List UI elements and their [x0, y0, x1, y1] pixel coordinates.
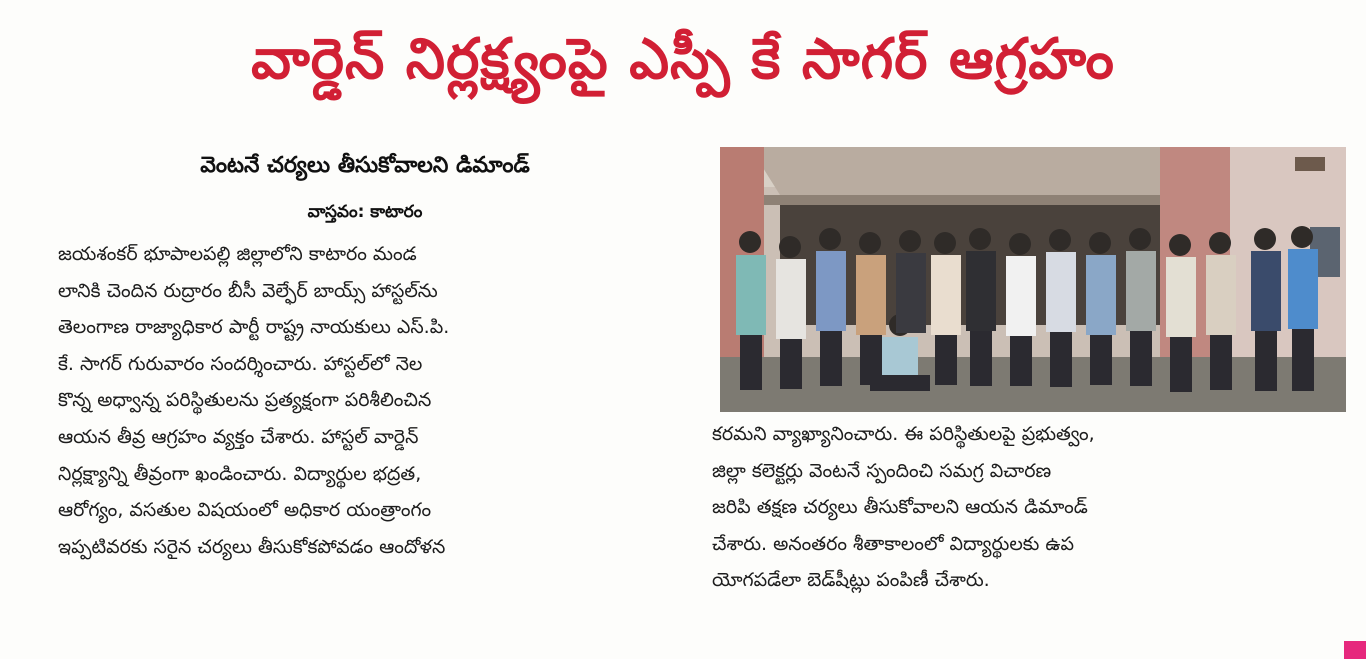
news-photo [720, 147, 1346, 412]
body-line: యోగపడేలా బెడ్‌షీట్లు పంపిణీ చేశారు. [712, 569, 990, 592]
body-line: జిల్లా కలెక్టర్లు వెంటనే స్పందించి సమగ్ర విచారణ [712, 459, 1052, 482]
body-line: చేశారు. అనంతరం శీతాకాలంలో విద్యార్థులకు ఉప [712, 532, 1075, 555]
body-line: ఆయన తీవ్ర ఆగ్రహం వ్యక్తం చేశారు. హాస్టల్ వార్డెన్ [58, 425, 419, 448]
page-edge-marker [1344, 641, 1366, 659]
subheadline: వెంటనే చర్యలు తీసుకోవాలని డిమాండ్ [200, 153, 530, 178]
body-line: లానికి చెందిన రుద్రారం బీసీ వెల్ఫేర్ బాయ్స్ హాస్టల్‌ను [58, 279, 438, 302]
dateline: వాస్తవం: కాటారం [307, 202, 423, 222]
body-line: జయశంకర్ భూపాలపల్లి జిల్లాలోని కాటారం మండ [58, 243, 417, 265]
article-body-right-column [712, 416, 1324, 599]
body-line: నిర్లక్ష్యాన్ని తీవ్రంగా ఖండించారు. విద్యార్థుల భద్రత, [58, 462, 422, 485]
body-line: తెలంగాణ రాజ్యాధికార పార్టీ రాష్ట్ర నాయకులు ఎస్.పి. [58, 316, 450, 339]
headline: వార్డెన్ నిర్లక్ష్యంపై ఎస్పీ కే సాగర్ ఆగ్రహం [251, 27, 1115, 92]
body-line: జరిపి తక్షణ చర్యలు తీసుకోవాలని ఆయన డిమాండ్ [712, 496, 1088, 519]
body-line: ఇప్పటివరకు సరైన చర్యలు తీసుకోకపోవడం ఆందోళన [58, 535, 446, 558]
article-body-left-column [58, 236, 688, 565]
body-line: కొన్న అధ్వాన్న పరిస్థితులను ప్రత్యక్షంగా పరిశీలించిన [58, 389, 432, 412]
body-line: కరమని వ్యాఖ్యానించారు. ఈ పరిస్థితులపై ప్రభుత్వం, [712, 423, 1095, 445]
body-line: కే. సాగర్ గురువారం సందర్శించారు. హాస్టల్‌లో నెల [58, 352, 423, 375]
body-line: ఆరోగ్యం, వసతుల విషయంలో అధికార యంత్రాంగం [58, 499, 432, 522]
